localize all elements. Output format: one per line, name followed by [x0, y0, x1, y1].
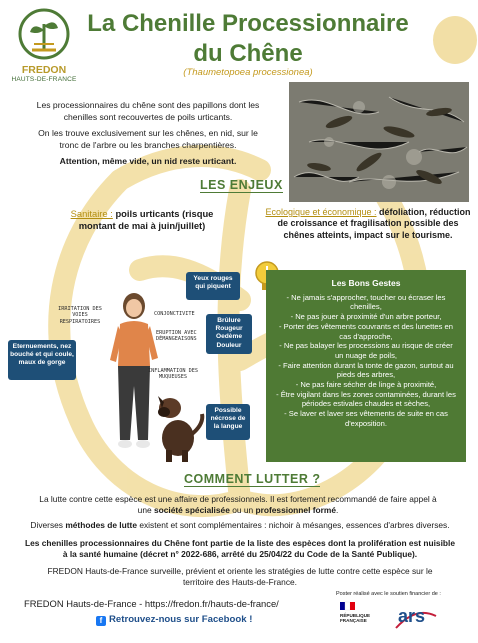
footer-website-link[interactable]: FREDON Hauts-de-France - https://fredon.fr/hauts-de-france/: [24, 598, 279, 609]
list-item: - Ne jamais s'approcher, toucher ou écraser les chenilles,: [286, 292, 446, 312]
intro-paragraph-2: On les trouve exclusivement sur les chênes, en nid, sur le tronc de l'arbre ou les branches charpentières.: [38, 128, 258, 150]
lutter-p2-text-2: existent et sont complémentaires : nichoir à mésanges, essences d'arbres diverses.: [139, 520, 450, 530]
bons-gestes-title: Les Bons Gestes: [331, 278, 401, 288]
list-item: - Ne pas jouer à proximité d'un arbre porteur,: [290, 312, 442, 322]
sanitaire-rest: (risque montant de mai à juin/juillet): [78, 208, 214, 231]
republique-text: RÉPUBLIQUE FRANÇAISE: [340, 613, 371, 624]
lutter-paragraph-4: FREDON Hauts-de-France surveille, prévient et oriente les stratégies de lutte contre cette espèce sur le territoire des Hauts-de-France.: [47, 566, 433, 587]
list-item: - Être vigilant dans les zones contaminées, durant les périodes estivales chaudes et sèches,: [276, 389, 456, 409]
section-heading-lutter: COMMENT LUTTER ?: [184, 472, 321, 486]
lutter-p3-bold: nuisible à la santé humaine: [62, 538, 456, 559]
list-item: - Se laver et laver ses vêtements de suite en cas d'exposition.: [284, 409, 448, 428]
scientific-name: (Thaumetopoea processionea): [183, 67, 313, 78]
intro-text: [28, 100, 268, 173]
lutter-p2-bold: méthodes de lutte: [65, 520, 137, 530]
lutter-p3-decree: (décret n° 2022-686, arrêté du 25/04/22 du Code de la Santé Publique).: [140, 549, 418, 559]
lutter-p1-bold-2: professionnel formé: [255, 505, 336, 515]
symptom-inflammation: INFLAMMATION DES MUQUEUSES: [148, 368, 198, 381]
section-heading-enjeux: LES ENJEUX: [200, 178, 283, 192]
logo-region: HAUTS-DE-FRANCE: [11, 76, 77, 83]
ecolo-text: défoliation, réduction de croissance et fragilisation possible des chênes atteints, impact sur le tourisme.: [277, 207, 471, 240]
facebook-icon: f: [96, 616, 106, 626]
ecolo-label: Ecologique et économique :: [265, 207, 377, 217]
list-item: - Ne pas balayer les processions au risque de créer un nuage de poils,: [279, 341, 453, 360]
list-item: - Porter des vêtements couvrants et des lunettes en cas d'approche,: [279, 321, 453, 341]
enjeu-sanitaire: [52, 208, 232, 231]
bons-gestes-list: [266, 293, 466, 429]
lutter-p1-text: La lutte contre cette espèce est une affaire de professionnels. Il est fortement recommandé de faire appel à une: [39, 494, 437, 515]
lutter-paragraph-3: [22, 538, 458, 560]
bons-gestes-box: [266, 270, 466, 462]
sanitaire-label: Sanitaire :: [70, 208, 113, 219]
republique-francaise-logo: [338, 600, 378, 638]
caterpillar-nest-photo: [289, 82, 469, 202]
intro-warning: Attention, même vide, un nid reste urticant.: [59, 156, 237, 166]
intro-paragraph-1: Les processionnaires du chêne sont des papillons dont les chenilles sont recouvertes de poils urticants.: [36, 100, 260, 122]
dog-illustration: [150, 394, 206, 464]
symptom-box-yeux: Yeux rouges qui piquent: [186, 272, 240, 300]
enjeu-ecologique: [264, 207, 472, 241]
page-title-line2: du Chêne: [193, 40, 303, 67]
fredon-logo: [8, 6, 80, 86]
lutter-p1-text-2: ou un: [232, 505, 254, 515]
logo-plant-icon: [8, 6, 80, 64]
symptom-eruption: ERUPTION AVEC DÉMANGEAISONS: [156, 330, 197, 343]
symptom-box-necrose: Possible nécrose de la langue: [206, 404, 250, 440]
ars-text: ars: [398, 606, 426, 626]
symptom-box-eternuements: Eternuements, nez bouché et qui coule, maux de gorge: [8, 340, 76, 380]
lutter-p3-text: Les chenilles processionnaires du Chêne font partie de la liste des espèces dont la prolifération est: [24, 538, 422, 548]
symptom-conjonctivite: CONJONCTIVITE: [154, 311, 195, 317]
lutter-paragraph-2: [14, 520, 466, 531]
facebook-label: Retrouvez-nous sur Facebook !: [109, 614, 253, 625]
ars-logo: [394, 600, 438, 638]
logo-name: FREDON: [21, 64, 67, 76]
symptom-irritation: IRRITATION DES VOIES RESPIRATOIRES: [58, 306, 102, 325]
partners-label: Poster réalisé avec le soutien financier de :: [336, 591, 441, 597]
sanitaire-bold: poils urticants: [115, 208, 180, 219]
lutter-paragraph-1: La lutte contre cette espèce est une affaire de professionnels. Il est fortement recommandé de faire appel à une société spécialisée ou un professionnel formé.: [39, 494, 437, 515]
lutter-p2-text: Diverses: [30, 520, 63, 530]
list-item: - Faire attention durant la tonte de gazon, surtout au pieds des arbres,: [278, 360, 454, 380]
symptom-box-brulure: Brûlure Rougeur Oedème Douleur: [206, 314, 252, 354]
lutter-p1-bold-1: société spécialisée: [153, 505, 230, 515]
footer-facebook-link[interactable]: [96, 614, 252, 626]
list-item: - Ne pas faire sécher de linge à proximité,: [295, 380, 437, 390]
page-title-line1: La Chenille Processionnaire: [87, 10, 409, 37]
